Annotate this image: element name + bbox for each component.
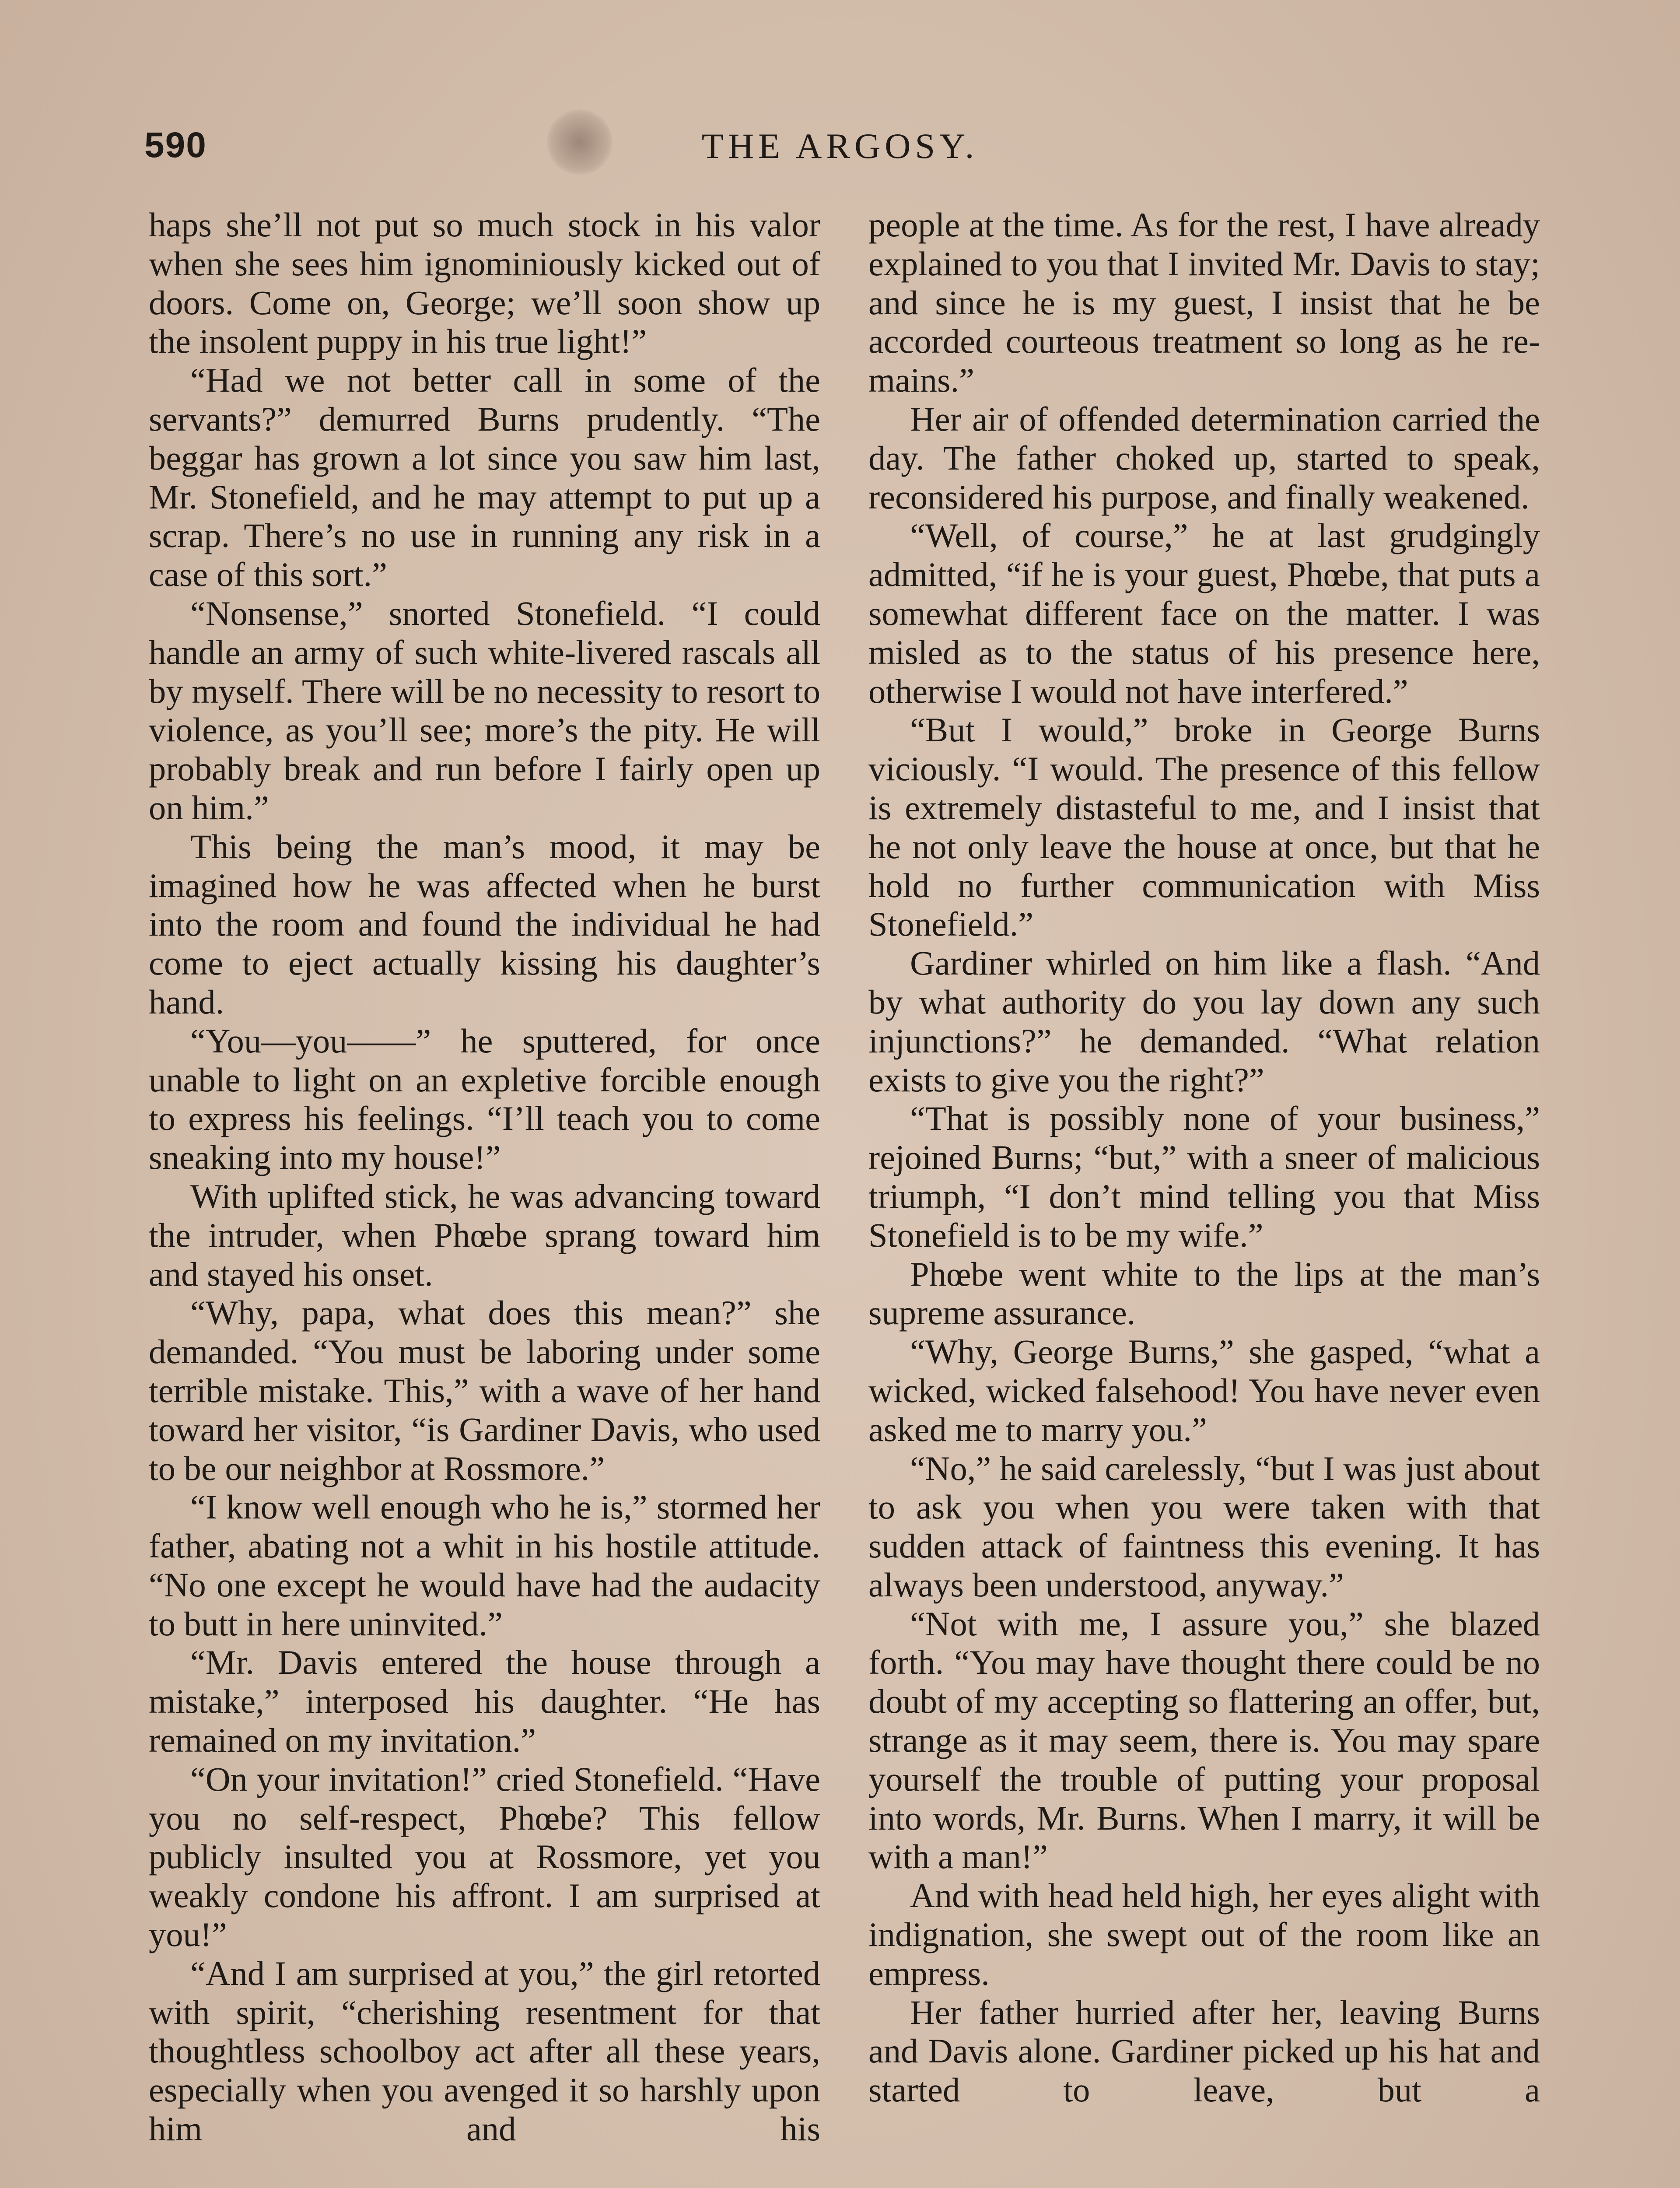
paragraph: With uplifted stick, he was advancing toward the intruder, when Phœbe sprang toward him and stayed his onset. bbox=[149, 1177, 820, 1293]
paragraph: Her air of offended determination carried the day. The father choked up, started to speak, reconsidered his purpose, and finally weakened. bbox=[868, 400, 1540, 516]
paragraph: Her father hurried after her, leaving Burns and Davis alone. Gardiner picked up his hat and started to leave, but a bbox=[868, 1993, 1540, 2109]
paragraph: “Well, of course,” he at last grudgingly admitted, “if he is your guest, Phœbe, that puts a somewhat different face on the matter. I was misled as to the status of his presence here, otherwise I would not have interfered.” bbox=[868, 516, 1540, 710]
paragraph: “But I would,” broke in George Burns viciously. “I would. The presence of this fellow is extremely distasteful to me, and I insist that he not only leave the house at once, but that he hold no further communication with Miss Stonefield.” bbox=[868, 711, 1540, 943]
paragraph: “Mr. Davis entered the house through a mistake,” interposed his daughter. “He has remained on my invitation.” bbox=[149, 1643, 820, 1760]
text-columns bbox=[149, 206, 1540, 2188]
paragraph: “Nonsense,” snorted Stonefield. “I could handle an army of such white-livered rascals all by myself. There will be no necessity to resort to violence, as you’ll see; more’s the pity. He will probably break and run before I fairly open up on him.” bbox=[149, 594, 820, 827]
paragraph: “Why, George Burns,” she gasped, “what a wicked, wicked falsehood! You have never even asked me to marry you.” bbox=[868, 1332, 1540, 1448]
left-column bbox=[149, 206, 820, 2188]
paragraph: “No,” he said carelessly, “but I was just about to ask you when you were taken with that sudden attack of faintness this evening. It has always been understood, anyway.” bbox=[868, 1449, 1540, 1604]
paragraph: people at the time. As for the rest, I have already explained to you that I invited Mr. Davis to stay; and since he is my guest, I insist that he be accorded courteous treatment so long as he remains.” bbox=[868, 206, 1540, 400]
paragraph: “On your invitation!” cried Stonefield. “Have you no self-respect, Phœbe? This fellow publicly insulted you at Rossmore, yet you weakly condone his affront. I am surprised at you!” bbox=[149, 1760, 820, 1954]
paragraph: This being the man’s mood, it may be imagined how he was affected when he burst into the room and found the individual he had come to eject actually kissing his daughter’s hand. bbox=[149, 827, 820, 1021]
paragraph: “And I am surprised at you,” the girl retorted with spirit, “cherishing resentment for that thoughtless schoolboy act after all these years, especially when you avenged it so harshly upon him and his bbox=[149, 1954, 820, 2148]
paragraph: “That is possibly none of your business,” rejoined Burns; “but,” with a sneer of malicious triumph, “I don’t mind telling you that Miss Stonefield is to be my wife.” bbox=[868, 1099, 1540, 1254]
page-header bbox=[144, 125, 1536, 186]
paragraph: Phœbe went white to the lips at the man’s supreme assurance. bbox=[868, 1255, 1540, 1332]
paragraph: And with head held high, her eyes alight with indignation, she swept out of the room like an empress. bbox=[868, 1876, 1540, 1992]
running-head: THE ARGOSY. bbox=[701, 126, 979, 166]
paragraph: “I know well enough who he is,” stormed her father, abating not a whit in his hostile attitude. “No one except he would have had the audacity to butt in here uninvited.” bbox=[149, 1488, 820, 1643]
paragraph: “Why, papa, what does this mean?” she demanded. “You must be laboring under some terrible mistake. This,” with a wave of her hand toward her visitor, “is Gardiner Davis, who used to be our neighbor at Rossmore.” bbox=[149, 1294, 820, 1487]
right-column bbox=[868, 206, 1540, 2188]
paragraph: “Had we not better call in some of the servants?” demurred Burns prudently. “The beggar has grown a lot since you saw him last, Mr. Stonefield, and he may attempt to put up a scrap. There’s no use in running any risk in a case of this sort.” bbox=[149, 361, 820, 594]
paragraph: haps she’ll not put so much stock in his valor when she sees him ignominiously kicked out of doors. Come on, George; we’ll soon show up the insolent puppy in his true light!” bbox=[149, 206, 820, 361]
paragraph: “Not with me, I assure you,” she blazed forth. “You may have thought there could be no doubt of my accepting so flattering an offer, but, strange as it may seem, there is. You may spare yourself the trouble of putting your proposal into words, Mr. Burns. When I marry, it will be with a man!” bbox=[868, 1604, 1540, 1876]
page-number: 590 bbox=[144, 125, 207, 165]
paragraph: “You—you——” he sputtered, for once unable to light on an expletive forcible enough to express his feelings. “I’ll teach you to come sneaking into my house!” bbox=[149, 1021, 820, 1177]
paragraph: Gardiner whirled on him like a flash. “And by what authority do you lay down any such injunctions?” he demanded. “What relation exists to give you the right?” bbox=[868, 944, 1540, 1099]
